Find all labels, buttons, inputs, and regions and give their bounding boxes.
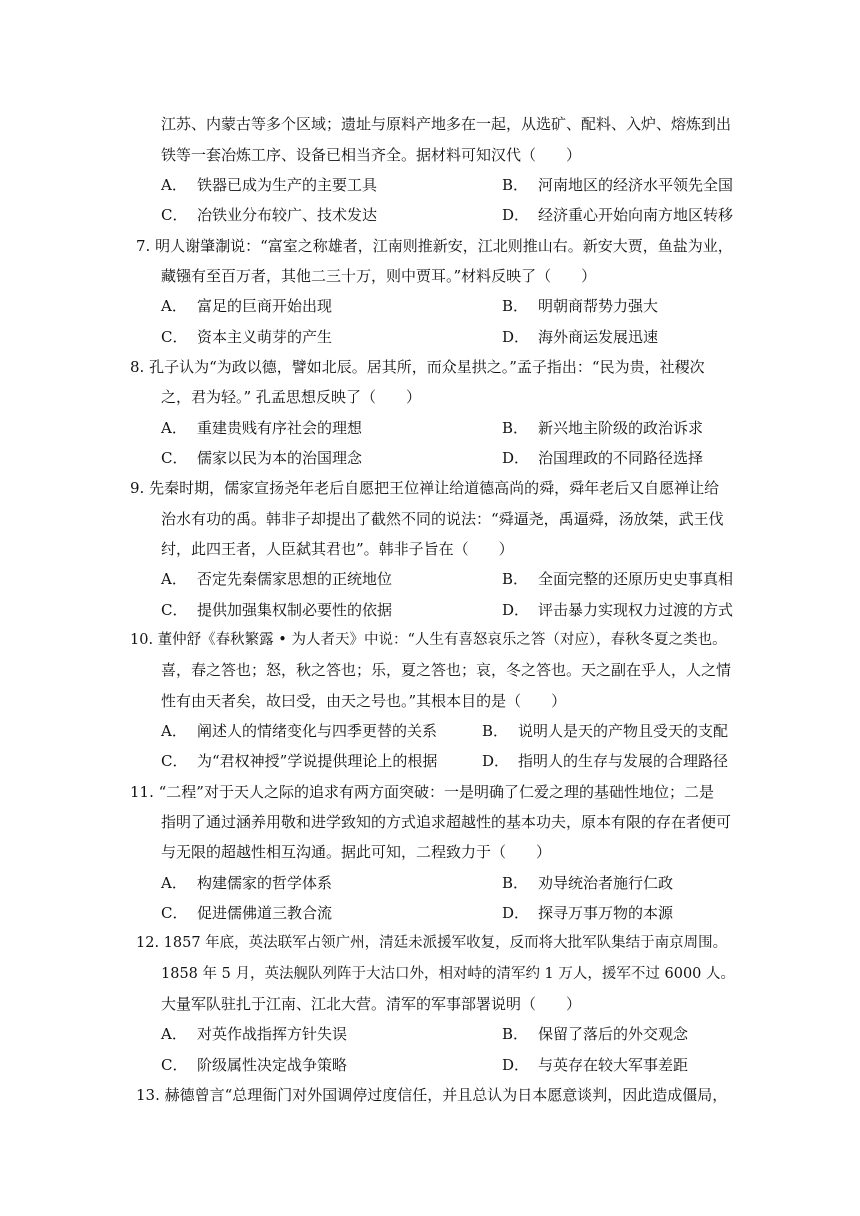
q6-line-2: 铁等一套冶炼工序、设备已相当齐全。据材料可知汉代（ ） <box>161 146 582 164</box>
q9-option-c[interactable]: C． 提供加强集权制必要性的依据 <box>161 601 393 619</box>
q7-option-a[interactable]: A． 富足的巨商开始出现 <box>161 297 333 315</box>
q6-option-b[interactable]: B． 河南地区的经济水平领先全国 <box>502 176 734 194</box>
q9-option-b[interactable]: B． 全面完整的还原历史史事真相 <box>502 570 734 588</box>
q11-line-1: 11. “二程”对于天人之际的追求有两方面突破：一是明确了仁爱之理的基础性地位；二是 <box>130 783 714 801</box>
q10-option-d[interactable]: D． 指明人的生存与发展的合理路径 <box>482 752 729 770</box>
q12-option-b[interactable]: B． 保留了落后的外交观念 <box>502 1025 689 1043</box>
q11-line-3: 与无限的超越性相互沟通。据此可知，二程致力于（ ） <box>161 843 552 861</box>
q9-option-a[interactable]: A． 否定先秦儒家思想的正统地位 <box>161 570 393 588</box>
q12-line-3: 大量军队驻扎于江南、江北大营。清军的军事部署说明（ ） <box>161 995 582 1013</box>
q7-option-c[interactable]: C． 资本主义萌芽的产生 <box>161 328 333 346</box>
q11-line-2: 指明了通过涵养用敬和进学致知的方式追求超越性的基本功夫，原本有限的存在者便可 <box>161 813 732 831</box>
q6-line-1: 江苏、内蒙古等多个区域；遗址与原料产地多在一起，从选矿、配料、入炉、熔炼到出 <box>161 115 732 133</box>
q8-line-1: 8. 孔子认为“为政以德，譬如北辰。居其所，而众星拱之。”孟子指出：“民为贵，社稷次 <box>130 358 705 376</box>
q10-option-c[interactable]: C． 为“君权神授”学说提供理论上的根据 <box>161 752 438 770</box>
q7-option-d[interactable]: D． 海外商运发展迅速 <box>502 328 659 346</box>
q6-option-d[interactable]: D． 经济重心开始向南方地区转移 <box>502 206 734 224</box>
q8-line-2: 之，君为轻。” 孔孟思想反映了（ ） <box>161 388 421 406</box>
q10-option-a[interactable]: A． 阐述人的情绪变化与四季更替的关系 <box>161 722 438 740</box>
q8-option-c[interactable]: C． 儒家以民为本的治国理念 <box>161 449 363 467</box>
q9-option-d[interactable]: D． 评击暴力实现权力过渡的方式 <box>502 601 734 619</box>
q7-line-2: 藏镪有至百万者，其他二三十万，则中贾耳。”材料反映了（ ） <box>161 267 597 285</box>
q6-option-c[interactable]: C． 冶铁业分布较广、技术发达 <box>161 206 378 224</box>
q12-option-d[interactable]: D． 与英存在较大军事差距 <box>502 1056 689 1074</box>
q8-option-d[interactable]: D． 治国理政的不同路径选择 <box>502 449 704 467</box>
q6-option-a[interactable]: A． 铁器已成为生产的主要工具 <box>161 176 378 194</box>
q10-line-1: 10. 董仲舒《春秋繁露 • 为人者天》中说：“人生有喜怒哀乐之答（对应），春秋冬夏之类也。 <box>130 632 727 648</box>
q7-option-b[interactable]: B． 明朝商帮势力强大 <box>502 297 659 315</box>
q12-line-1: 12. 1857 年底，英法联军占领广州，清廷未派援军收复，反而将大批军队集结于南京周围。 <box>136 935 728 951</box>
q9-line-3: 纣，此四王者，人臣弑其君也”。韩非子旨在（ ） <box>161 540 514 558</box>
q13-line-1: 13. 赫德曾言“总理衙门对外国调停过度信任，并且总认为日本愿意谈判，因此造成僵局， <box>136 1086 728 1104</box>
q12-line-2: 1858 年 5 月，英法舰队列阵于大沽口外，相对峙的清军约 1 万人，援军不过 6000 人。 <box>161 966 736 982</box>
q12-option-c[interactable]: C． 阶级属性决定战争策略 <box>161 1056 348 1074</box>
q9-line-2: 治水有功的禹。韩非子却提出了截然不同的说法：“舜逼尧，禹逼舜，汤放桀，武王伐 <box>161 510 724 528</box>
q11-option-a[interactable]: A． 构建儒家的哲学体系 <box>161 874 333 892</box>
q9-line-1: 9. 先秦时期，儒家宣扬尧年老后自愿把王位禅让给道德高尚的舜，舜年老后又自愿禅让给 <box>130 479 720 497</box>
q8-option-a[interactable]: A． 重建贵贱有序社会的理想 <box>161 419 363 437</box>
q11-option-c[interactable]: C． 促进儒佛道三教合流 <box>161 904 333 922</box>
q8-option-b[interactable]: B． 新兴地主阶级的政治诉求 <box>502 419 704 437</box>
q10-line-3: 性有由天者矣，故曰受，由天之号也。”其根本目的是（ ） <box>161 692 567 710</box>
q10-option-b[interactable]: B． 说明人是天的产物且受天的支配 <box>482 722 729 740</box>
q12-option-a[interactable]: A． 对英作战指挥方针失误 <box>161 1025 348 1043</box>
q11-option-b[interactable]: B． 劝导统治者施行仁政 <box>502 874 674 892</box>
q10-line-2: 喜，春之答也；怒，秋之答也；乐，夏之答也；哀，冬之答也。天之副在乎人，人之情 <box>161 661 732 679</box>
q7-line-1: 7. 明人谢肇淛说：“富室之称雄者，江南则推新安，江北则推山右。新安大贾，鱼盐为业， <box>136 237 733 255</box>
q11-option-d[interactable]: D． 探寻万事万物的本源 <box>502 904 674 922</box>
